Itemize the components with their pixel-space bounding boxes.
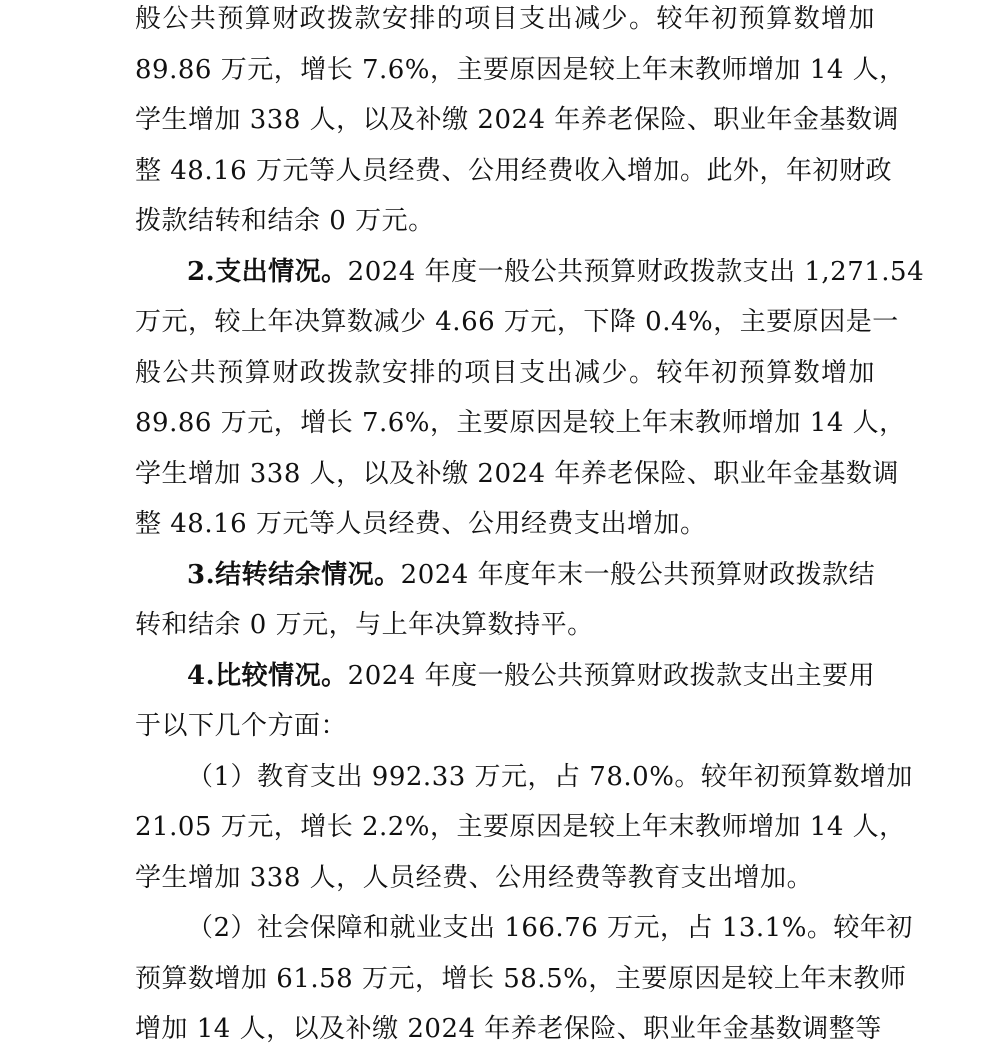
paragraph-comparison [135, 651, 875, 752]
paragraph-education [135, 752, 913, 904]
text-run: 2024 年度一般公共预算财政拨款支出主要用 [347, 660, 876, 691]
section-heading: 4.比较情况。 [187, 660, 348, 691]
text-line: 21.05 万元，增长 2.2%，主要原因是较上年末教师增加 14 人， [135, 812, 906, 842]
text-line: 般公共预算财政拨款安排的项目支出减少。较年初预算数增加 [135, 357, 875, 388]
text-run: 2024 年度年末一般公共预算财政拨款结 [400, 559, 876, 590]
text-line: 学生增加 338 人，以及补缴 2024 年养老保险、职业年金基数调 [135, 458, 899, 489]
text-run: 2024 年度一般公共预算财政拨款支出 1,271.54 [347, 256, 925, 287]
text-line: （1）教育支出 992.33 万元，占 78.0%。较年初预算数增加 [187, 761, 913, 792]
text-line: 万元，较上年决算数减少 4.66 万元，下降 0.4%，主要原因是一 [135, 307, 899, 337]
paragraph-social-security [135, 903, 913, 1055]
text-line [135, 247, 925, 298]
text-line: 89.86 万元，增长 7.6%，主要原因是较上年末教师增加 14 人， [135, 54, 906, 85]
text-line: 整 48.16 万元等人员经费、公用经费支出增加。 [135, 509, 707, 539]
section-heading: 2.支出情况。 [187, 256, 348, 287]
text-line: 学生增加 338 人，以及补缴 2024 年养老保险、职业年金基数调 [135, 105, 899, 135]
document-page [135, 0, 925, 1055]
text-line: 拨款结转和结余 0 万元。 [135, 206, 435, 236]
paragraph-carryover [135, 550, 875, 651]
paragraph-income-continued [135, 0, 906, 247]
text-line: 整 48.16 万元等人员经费、公用经费收入增加。此外，年初财政 [135, 155, 892, 186]
text-line [135, 651, 875, 702]
text-line: 于以下几个方面： [135, 711, 348, 741]
text-line: 预算数增加 61.58 万元，增长 58.5%，主要原因是较上年末教师 [135, 963, 907, 994]
text-line: （2）社会保障和就业支出 166.76 万元，占 13.1%。较年初 [187, 913, 913, 943]
text-line: 89.86 万元，增长 7.6%，主要原因是较上年末教师增加 14 人， [135, 408, 906, 438]
section-heading: 3.结转结余情况。 [187, 559, 401, 590]
text-line: 般公共预算财政拨款安排的项目支出减少。较年初预算数增加 [135, 4, 875, 34]
text-line [135, 550, 875, 601]
text-line: 转和结余 0 万元，与上年决算数持平。 [135, 610, 594, 640]
text-line: 学生增加 338 人，人员经费、公用经费等教育支出增加。 [135, 862, 814, 893]
paragraph-expenditure [135, 247, 925, 550]
text-line: 增加 14 人，以及补缴 2024 年养老保险、职业年金基数调整等 [135, 1014, 882, 1044]
